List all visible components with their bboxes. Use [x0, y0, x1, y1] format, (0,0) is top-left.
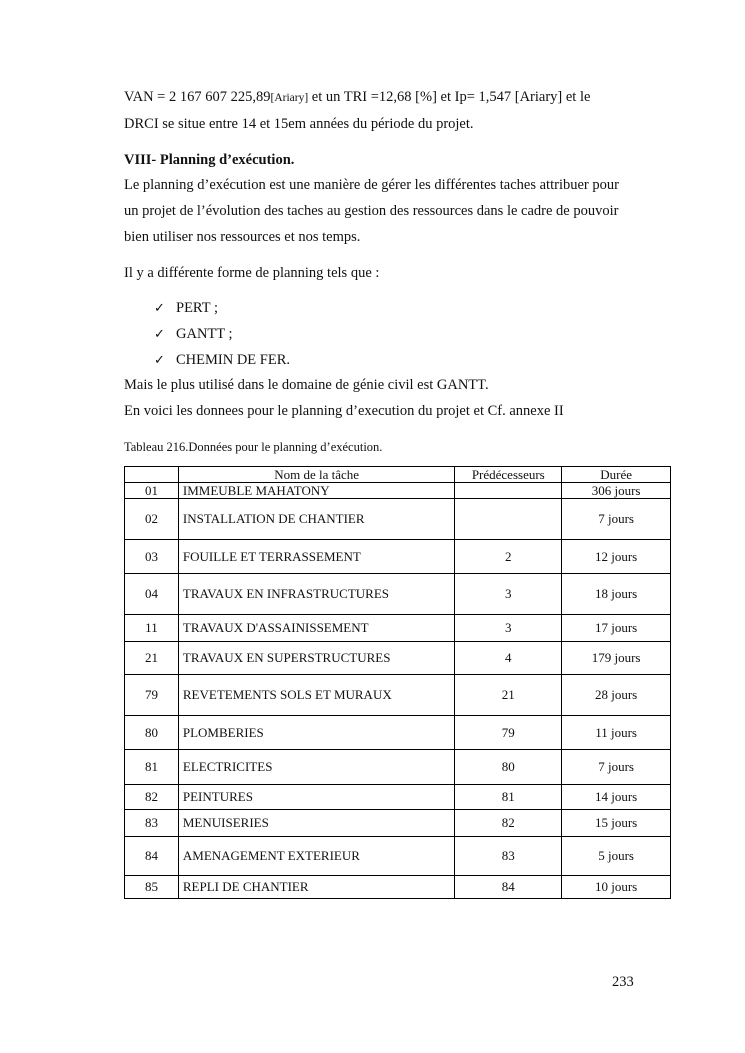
table-row: 11 TRAVAUX D'ASSAINISSEMENT 3 17 jours — [125, 615, 671, 642]
checkmark-icon: ✓ — [154, 327, 165, 342]
bullet-item: ✓ GANTT ; — [154, 326, 233, 342]
paragraph-line: En voici les donnees pour le planning d’execution du projet et Cf. annexe II — [124, 403, 564, 419]
table-row: 04 TRAVAUX EN INFRASTRUCTURES 3 18 jours — [125, 574, 671, 615]
table-row: 21 TRAVAUX EN SUPERSTRUCTURES 4 179 jours — [125, 642, 671, 675]
paragraph-line: Mais le plus utilisé dans le domaine de génie civil est GANTT. — [124, 377, 489, 393]
table-row: 83 MENUISERIES 82 15 jours — [125, 810, 671, 837]
table-row: 81 ELECTRICITES 80 7 jours — [125, 750, 671, 785]
table-caption: Tableau 216.Données pour le planning d’exécution. — [124, 440, 383, 454]
financial-summary-line — [124, 89, 590, 106]
van-value: VAN = 2 167 607 225,89 — [124, 89, 271, 105]
paragraph-line: Le planning d’exécution est une manière de gérer les différentes taches attribuer pour — [124, 177, 619, 193]
drci-line: DRCI se situe entre 14 et 15em années du période du projet. — [124, 116, 474, 132]
table-row: 79 REVETEMENTS SOLS ET MURAUX 21 28 jours — [125, 675, 671, 716]
planning-table — [124, 466, 671, 899]
section-heading: VIII- Planning d’exécution. — [124, 152, 295, 168]
tri-ip-values: et un TRI =12,68 [%] et Ip= 1,547 [Ariary] et le — [308, 89, 591, 105]
paragraph-line: bien utiliser nos ressources et nos temps. — [124, 229, 361, 245]
bullet-item: ✓ PERT ; — [154, 300, 218, 316]
bullet-item: ✓ CHEMIN DE FER. — [154, 352, 290, 368]
checkmark-icon: ✓ — [154, 353, 165, 368]
paragraph-line: un projet de l’évolution des taches au gestion des ressources dans le cadre de pouvoir — [124, 203, 619, 219]
paragraph-line: Il y a différente forme de planning tels que : — [124, 265, 380, 281]
table-row: 84 AMENAGEMENT EXTERIEUR 83 5 jours — [125, 837, 671, 876]
table-header-row: Nom de la tâche Prédécesseurs Durée — [125, 467, 671, 483]
table-row: 01 IMMEUBLE MAHATONY 306 jours — [125, 483, 671, 499]
van-unit: [Ariary] — [270, 92, 309, 104]
table-row: 03 FOUILLE ET TERRASSEMENT 2 12 jours — [125, 540, 671, 574]
checkmark-icon: ✓ — [154, 301, 165, 316]
table-row: 85 REPLI DE CHANTIER 84 10 jours — [125, 876, 671, 899]
table-row: 82 PEINTURES 81 14 jours — [125, 785, 671, 810]
page-number: 233 — [612, 974, 634, 990]
table-row: 02 INSTALLATION DE CHANTIER 7 jours — [125, 499, 671, 540]
table-row: 80 PLOMBERIES 79 11 jours — [125, 716, 671, 750]
